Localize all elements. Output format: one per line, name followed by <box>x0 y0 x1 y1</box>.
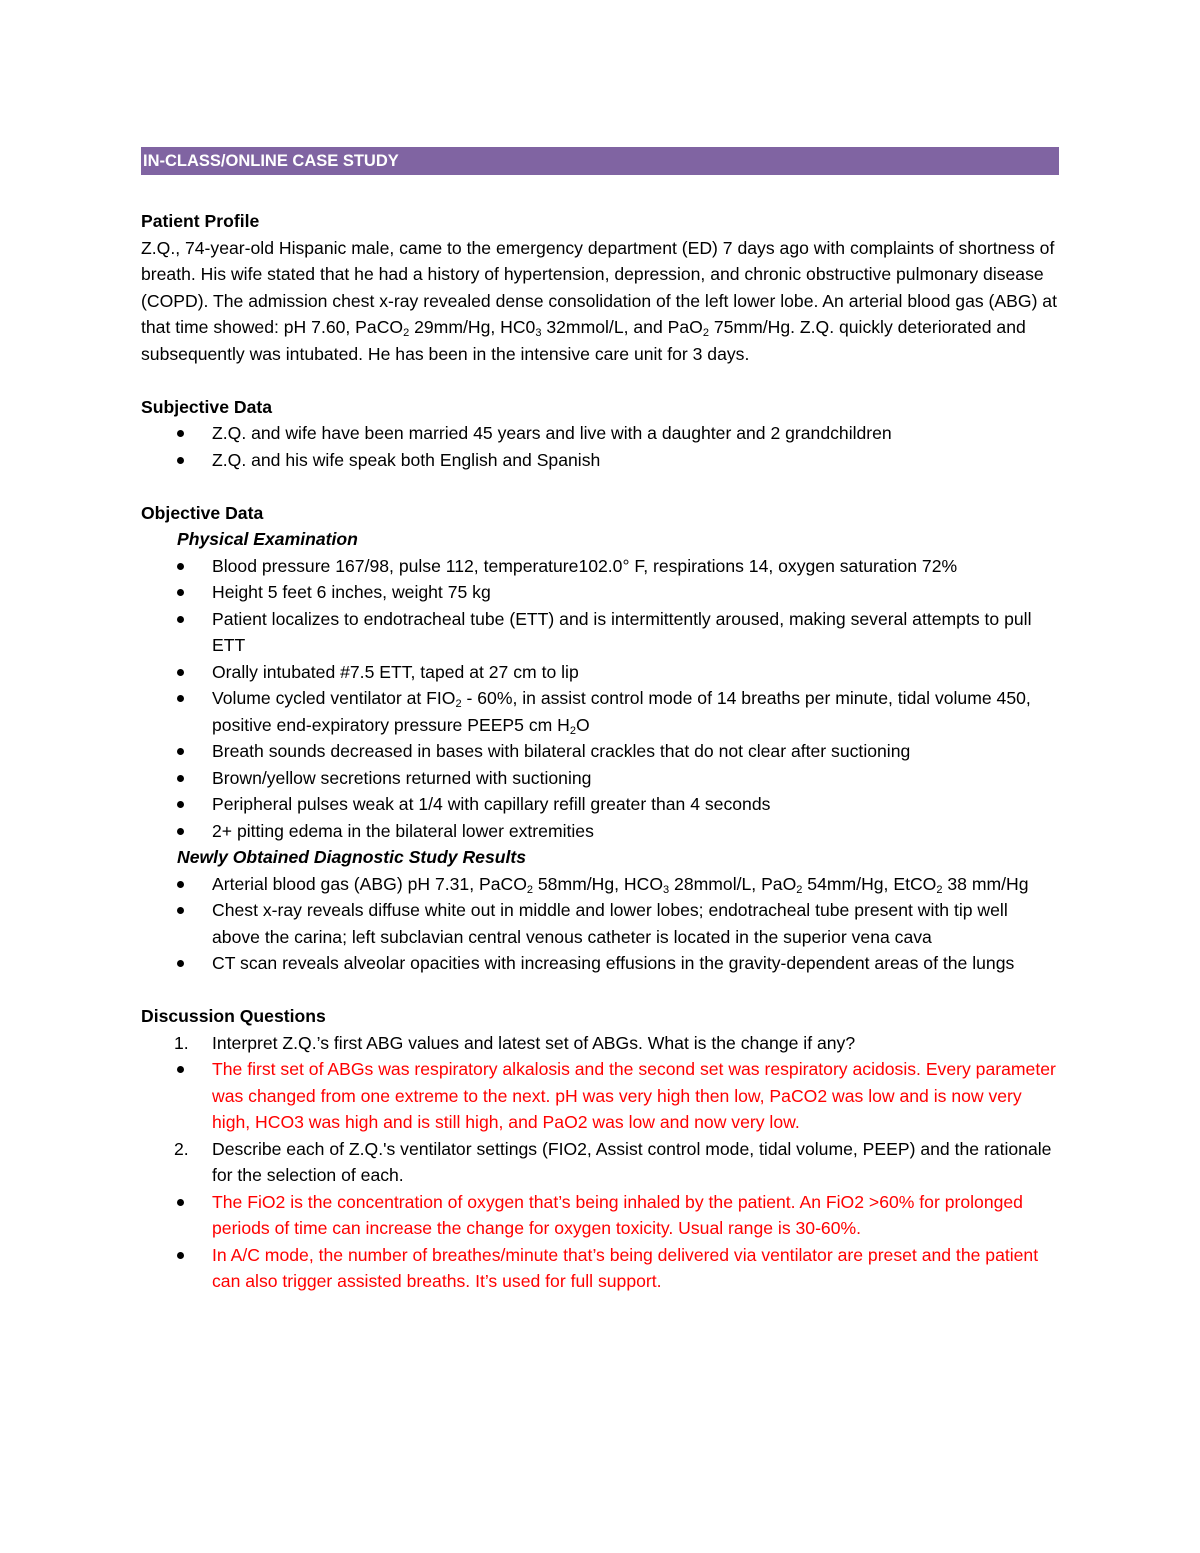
discussion-questions-heading: Discussion Questions <box>141 1006 326 1026</box>
discussion-list <box>141 1030 1059 1295</box>
diagnostic-results-heading: Newly Obtained Diagnostic Study Results <box>177 847 527 867</box>
subjective-list <box>141 420 1059 473</box>
bullet-icon <box>177 1252 184 1259</box>
answer-item: The FiO2 is the concentration of oxygen that’s being inhaled by the patient. An FiO2 >60% for prolonged periods of time can increase the change for oxygen toxicity. Usual range is 30-60%. <box>141 1189 1059 1242</box>
list-item: Patient localizes to endotracheal tube (ETT) and is intermittently aroused, making several attempts to pull ETT <box>141 606 1059 659</box>
bullet-icon <box>177 801 184 808</box>
bullet-icon <box>177 616 184 623</box>
question-number: 1. <box>174 1032 189 1053</box>
bullet-icon <box>177 695 184 702</box>
list-item: Height 5 feet 6 inches, weight 75 kg <box>141 579 1059 606</box>
list-item: Brown/yellow secretions returned with suctioning <box>141 765 1059 792</box>
objective-data-heading: Objective Data <box>141 502 264 523</box>
bullet-icon <box>177 563 184 570</box>
bullet-icon <box>177 881 184 888</box>
list-item: CT scan reveals alveolar opacities with increasing effusions in the gravity-dependent areas of the lungs <box>141 950 1059 977</box>
list-item: Chest x-ray reveals diffuse white out in middle and lower lobes; endotracheal tube present with tip well above the carina; left subclavian central venous catheter is located in the superior vena cava <box>141 897 1059 950</box>
list-item: Arterial blood gas (ABG) pH 7.31, PaCO$_2$ 58mm/Hg, $HCO_3$ 28mmol/L, PaO$_2$ 54mm/Hg, EtCO$_2$ 38 mm/Hg <box>141 871 1059 898</box>
list-item: Z.Q. and wife have been married 45 years and live with a daughter and 2 grandchildren <box>141 420 1059 447</box>
list-item: Blood pressure 167/98, pulse 112, temperature102.0° F, respirations 14, oxygen saturation 72% <box>141 553 1059 580</box>
bullet-icon <box>177 589 184 596</box>
case-study-banner: IN-CLASS/ONLINE CASE STUDY <box>141 147 1059 175</box>
list-item: Volume cycled ventilator at $FIO_2 - 60\%$, in assist control mode of 14 breaths per minute, tidal volume 450, positive end-expiratory pressure PEEP5 cm $H_2O$ <box>141 685 1059 738</box>
question-number: 2. <box>174 1138 189 1159</box>
bullet-icon <box>177 1199 184 1206</box>
bullet-icon <box>177 960 184 967</box>
question-item: 2. Describe each of Z.Q.'s ventilator settings (FIO2, Assist control mode, tidal volume, PEEP) and the rationale for the selection of each. <box>141 1136 1059 1189</box>
bullet-icon <box>177 457 184 464</box>
subjective-data-heading: Subjective Data <box>141 396 273 417</box>
list-item: Breath sounds decreased in bases with bilateral crackles that do not clear after suctioning <box>141 738 1059 765</box>
list-item: Z.Q. and his wife speak both English and Spanish <box>141 447 1059 474</box>
answer-item: The first set of ABGs was respiratory alkalosis and the second set was respiratory acidosis. Every parameter was changed from one extreme to the next. pH was very high then low, PaCO2 was low and is now very high, HCO3 was high and is still high, and PaO2 was low and now very low. <box>141 1056 1059 1136</box>
bullet-icon <box>177 669 184 676</box>
list-item: Orally intubated #7.5 ETT, taped at 27 cm to lip <box>141 659 1059 686</box>
question-item: 1. Interpret Z.Q.’s first ABG values and latest set of ABGs. What is the change if any? <box>141 1030 1059 1057</box>
patient-profile-text: Z.Q., 74-year-old Hispanic male, came to the emergency department (ED) 7 days ago with complaints of shortness of breath. His wife stated that he had a history of hypertension, depression, and chronic obstructive pulmonary disease (COPD). The admission chest x-ray revealed dense consolidation of the left lower lobe. An arterial blood gas (ABG) at that time showed: pH 7.60, PaCO$_2$ 29mm/Hg, $HC0_3$ 32mmol/L, and PaO$_2$ 75mm/Hg. Z.Q. quickly deteriorated and subsequently was intubated. He has been in the intensive care unit for 3 days. <box>141 237 1057 364</box>
bullet-icon <box>177 907 184 914</box>
document-page <box>141 147 1059 1295</box>
physical-examination-heading: Physical Examination <box>177 529 358 549</box>
list-item: Peripheral pulses weak at 1/4 with capillary refill greater than 4 seconds <box>141 791 1059 818</box>
answer-item: In A/C mode, the number of breathes/minute that’s being delivered via ventilator are preset and the patient can also trigger assisted breaths. It’s used for full support. <box>141 1242 1059 1295</box>
physical-exam-list <box>141 553 1059 845</box>
bullet-icon <box>177 430 184 437</box>
diagnostic-list <box>141 871 1059 977</box>
bullet-icon <box>177 828 184 835</box>
bullet-icon <box>177 1066 184 1073</box>
patient-profile-heading: Patient Profile <box>141 211 260 231</box>
bullet-icon <box>177 775 184 782</box>
list-item: 2+ pitting edema in the bilateral lower extremities <box>141 818 1059 845</box>
bullet-icon <box>177 748 184 755</box>
